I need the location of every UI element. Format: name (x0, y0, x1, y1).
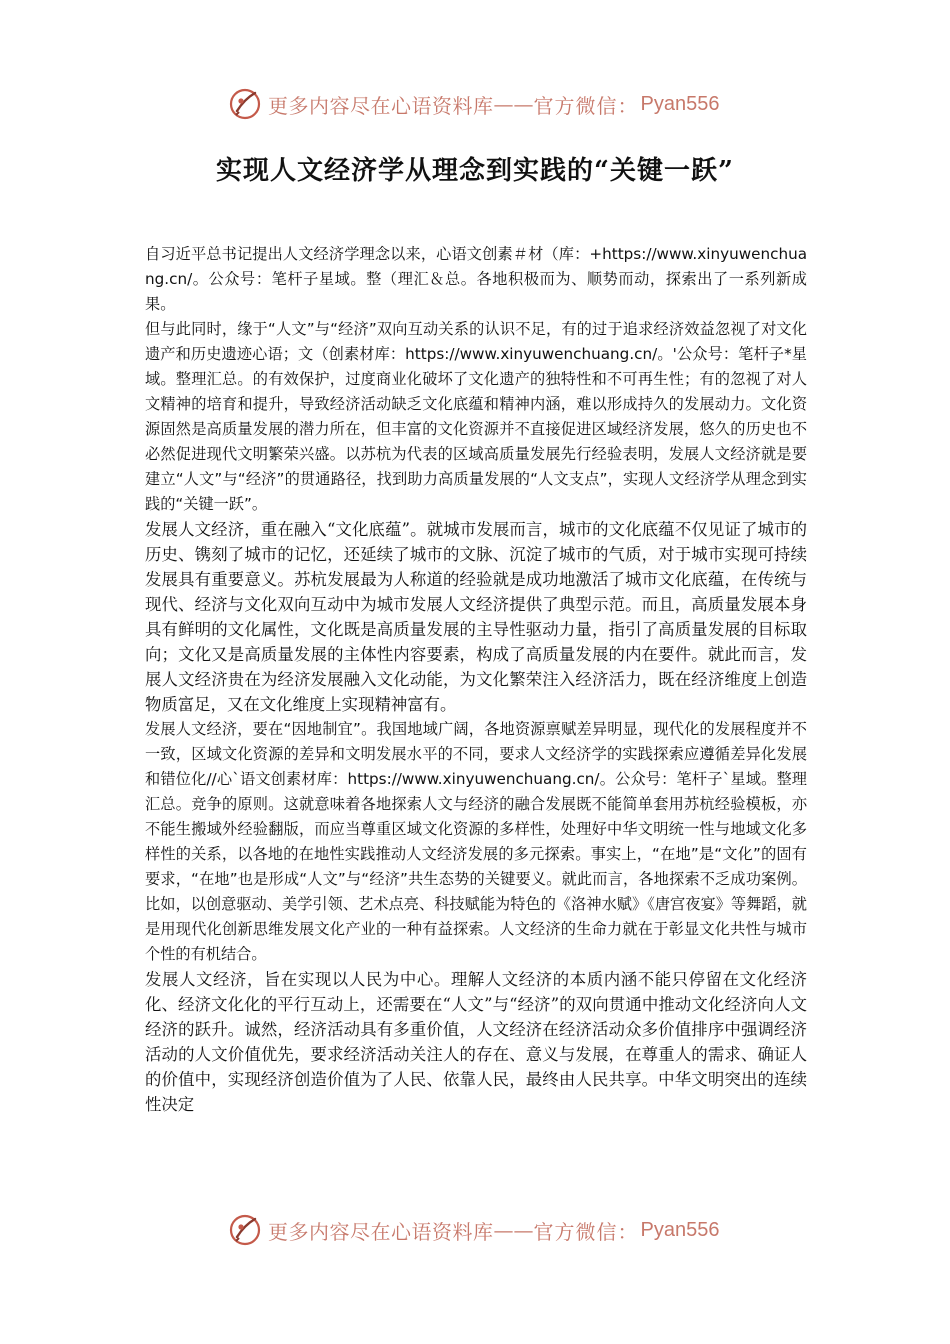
watermark-text: 更多内容尽在心语资料库 (268, 1219, 494, 1244)
paragraph-1: 自习近平总书记提出人文经济学理念以来，心语文创素＃材（库：+https://www.xinyuwenchuang.cn/。公众号：笔杆子星域。整（理汇＆总。各地积极而为、顺势而动，探索出了一系列新成果。 (145, 245, 807, 313)
watermark-separator: —— (493, 92, 534, 116)
page-title: 实现人文经济学从理念到实践的“关键一跃” (216, 156, 734, 186)
paragraph-5: 发展人文经济，旨在实现以人民为中心。理解人文经济的本质内涵不能只停留在文化经济化、经济文化化的平行互动上，还需要在“人文”与“经济”的双向贯通中推动文化经济向人文经济的跃升。诚然，经济活动具有多重价值，人文经济在经济活动众多价值排序中强调经济活动的人文价值优先，要求经济活动关注人的存在、意义与发展，在尊重人的需求、确证人的价值中，实现经济创造价值为了人民、依靠人民，最终由人民共享。中华文明突出的连续性决定 (145, 970, 807, 1114)
paragraph-4: 发展人文经济，要在“因地制宜”。我国地域广阔，各地资源禀赋差异明显，现代化的发展程度并不一致，区域文化资源的差异和文明发展水平的不同，要求人文经济学的实践探索应遵循差异化发展和错位化//心`语文创素材库：https://www.xinyuwenchuang.cn/。公众号：笔杆子`星域。整理汇总。竞争的原则。这就意味着各地探索人文与经济的融合发展既不能简单套用苏杭经验模板，亦不能生搬域外经验翻版，而应当尊重区域文化资源的多样性，处理好中华文明统一性与地域文化多样性的关系，以各地的在地性实践推动人文经济发展的多元探索。事实上，“在地”是“文化”的固有要求，“在地”也是形成“人文”与“经济”共生态势的关键要义。就此而言，各地探索不乏成功案例。比如，以创意驱动、美学引领、艺术点亮、科技赋能为特色的《洛神水赋》《唐宫夜宴》等舞蹈，就是用现代化创新思维发展文化产业的一种有益探索。人文经济的生命力就在于彰显文化共性与城市个性的有机结合。 (145, 720, 807, 963)
watermark-wechat-label: 官方微信： (533, 1219, 639, 1244)
pen-logo-icon (228, 1213, 262, 1247)
watermark-text: 更多内容尽在心语资料库 (268, 93, 494, 118)
paragraph-3: 发展人文经济，重在融入“文化底蕴”。就城市发展而言，城市的文化底蕴不仅见证了城市的历史、镌刻了城市的记忆，还延续了城市的文脉、沉淀了城市的气质，对于城市实现可持续发展具有重要意义。苏杭发展最为人称道的经验就是成功地激活了城市文化底蕴，在传统与现代、经济与文化双向互动中为城市发展人文经济提供了典型示范。而且，高质量发展本身具有鲜明的文化属性，文化既是高质量发展的主导性驱动力量，指引了高质量发展的目标取向；文化又是高质量发展的主体性内容要素，构成了高质量发展的内在要件。就此而言，发展人文经济贵在为经济发展融入文化动能，为文化繁荣注入经济活力，既在经济维度上创造物质富足，又在文化维度上实现精神富有。 (145, 520, 807, 714)
article-body (145, 242, 807, 1117)
watermark-wechat-id: Pyan556 (640, 1218, 720, 1241)
watermark-wechat-label: 官方微信： (533, 93, 639, 118)
watermark-banner-bottom (228, 1210, 728, 1250)
paragraph-2: 但与此同时，缘于“人文”与“经济”双向互动关系的认识不足，有的过于追求经济效益忽视了对文化遗产和历史遗迹心语；文（创素材库：https://www.xinyuwenchuang.cn/。'公众号：笔杆子*星域。整理汇总。的有效保护，过度商业化破坏了文化遗产的独特性和不可再生性；有的忽视了对人文精神的培育和提升，导致经济活动缺乏文化底蕴和精神内涵，难以形成持久的发展动力。文化资源固然是高质量发展的潜力所在，但丰富的文化资源并不直接促进区域经济发展，悠久的历史也不必然促进现代文明繁荣兴盛。以苏杭为代表的区域高质量发展先行经验表明，发展人文经济就是要建立“人文”与“经济”的贯通路径，找到助力高质量发展的“人文支点”，实现人文经济学从理念到实践的“关键一跃”。 (145, 320, 807, 513)
watermark-wechat-id: Pyan556 (640, 92, 720, 115)
watermark-separator: —— (493, 1218, 534, 1242)
watermark-banner-top (228, 84, 728, 124)
pen-logo-icon (228, 87, 262, 121)
